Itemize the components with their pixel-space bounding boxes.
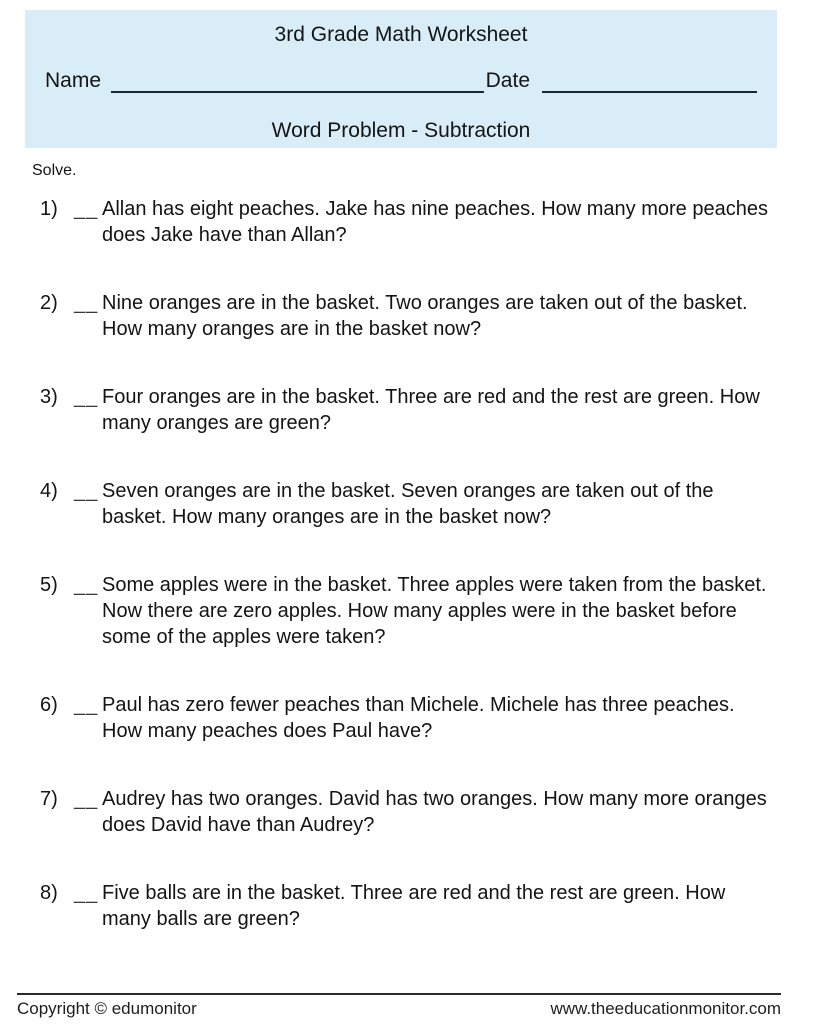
problem-text: Paul has zero fewer peaches than Michele. Michele has three peaches. How many peaches does Paul have? — [102, 694, 735, 742]
date-label: Date — [485, 69, 530, 92]
problem-list — [40, 196, 780, 974]
worksheet-header — [25, 10, 777, 148]
problem-item-4 — [40, 478, 780, 530]
worksheet-title: 3rd Grade Math Worksheet — [274, 23, 528, 46]
problem-number: 6) — [40, 694, 58, 716]
website-text: www.theeducationmonitor.com — [550, 999, 781, 1018]
page-footer — [17, 993, 781, 1019]
problem-number: 5) — [40, 574, 58, 596]
answer-blank: __ — [74, 694, 99, 716]
answer-blank: __ — [74, 198, 99, 220]
answer-blank: __ — [74, 574, 99, 596]
answer-blank: __ — [74, 386, 99, 408]
date-blank-line — [542, 68, 757, 93]
problem-item-3 — [40, 384, 780, 436]
problem-text: Nine oranges are in the basket. Two oranges are taken out of the basket. How many oranges are in the basket now? — [102, 292, 748, 340]
problem-text: Five balls are in the basket. Three are red and the rest are green. How many balls are green? — [102, 882, 726, 930]
problem-item-1 — [40, 196, 780, 248]
problem-text: Audrey has two oranges. David has two oranges. How many more oranges does David have than Audrey? — [102, 788, 767, 836]
problem-number: 8) — [40, 882, 58, 904]
answer-blank: __ — [74, 788, 99, 810]
copyright-text: Copyright © edumonitor — [17, 999, 197, 1018]
problem-item-7 — [40, 786, 780, 838]
problem-number: 2) — [40, 292, 58, 314]
problem-number: 4) — [40, 480, 58, 502]
instructions-text: Solve. — [32, 162, 77, 179]
problem-text: Some apples were in the basket. Three apples were taken from the basket. Now there are zero apples. How many apples were in the basket before some of the apples were taken? — [102, 574, 767, 648]
name-blank-line — [111, 68, 484, 93]
problem-item-8 — [40, 880, 780, 932]
name-label: Name — [45, 69, 102, 92]
answer-blank: __ — [74, 480, 99, 502]
problem-item-6 — [40, 692, 780, 744]
problem-text: Seven oranges are in the basket. Seven oranges are taken out of the basket. How many oranges are in the basket now? — [102, 480, 714, 528]
problem-number: 7) — [40, 788, 58, 810]
problem-number: 3) — [40, 386, 58, 408]
answer-blank: __ — [74, 292, 99, 314]
problem-number: 1) — [40, 198, 58, 220]
name-date-row — [25, 68, 777, 93]
problem-item-2 — [40, 290, 780, 342]
answer-blank: __ — [74, 882, 99, 904]
worksheet-subtitle: Word Problem - Subtraction — [271, 119, 531, 142]
problem-text: Allan has eight peaches. Jake has nine peaches. How many more peaches does Jake have than Allan? — [102, 198, 768, 246]
problem-text: Four oranges are in the basket. Three are red and the rest are green. How many oranges are green? — [102, 386, 760, 434]
problem-item-5 — [40, 572, 780, 650]
